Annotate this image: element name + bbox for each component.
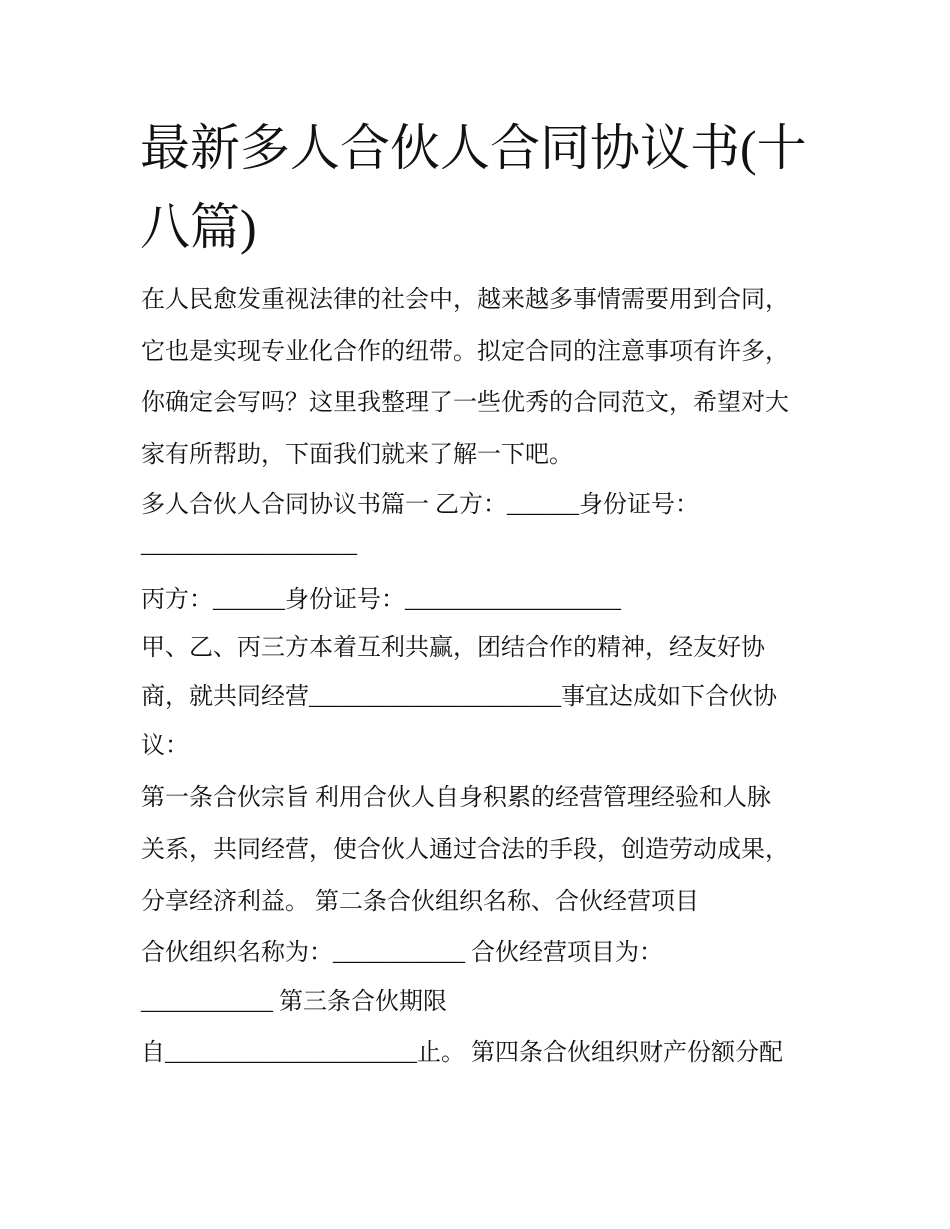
intro-line: 在人民愈发重视法律的社会中，越来越多事情需要用到合同， [141,287,789,313]
section-heading-line: 多人合伙人合同协议书篇一 乙方：______身份证号： [141,492,699,518]
intro-line: 家有所帮助，下面我们就来了解一下吧。 [141,442,573,468]
article-line: 分享经济利益。 第二条合伙组织名称、合伙经营项目 [141,889,699,915]
body-line: 甲、乙、丙三方本着互利共赢，团结合作的精神，经友好协 [141,635,765,661]
body-line: 议： [141,733,189,759]
intro-line: 它也是实现专业化合作的纽带。拟定合同的注意事项有许多， [141,339,789,365]
article-line: 合伙组织名称为：___________ 合伙经营项目为： [141,940,663,966]
article-line: 自_____________________止。 第四条合伙组织财产份额分配 [141,1040,783,1066]
party-c-line: 丙方：______身份证号：__________________ [141,587,621,613]
document-title-line-2: 八篇) [140,199,257,255]
article-line: 第一条合伙宗旨 利用合伙人自身积累的经营管理经验和人脉 [141,785,771,811]
body-line: 商，就共同经营_____________________事宜达成如下合伙协 [141,684,777,710]
document-title-line-1: 最新多人合伙人合同协议书(十 [140,120,807,176]
article-line: 关系，共同经营，使合伙人通过合法的手段，创造劳动成果， [141,837,789,863]
intro-line: 你确定会写吗？这里我整理了一些优秀的合同范文，希望对大 [141,390,789,416]
article-line: ___________ 第三条合伙期限 [141,989,447,1015]
blank-line: __________________ [141,532,357,558]
